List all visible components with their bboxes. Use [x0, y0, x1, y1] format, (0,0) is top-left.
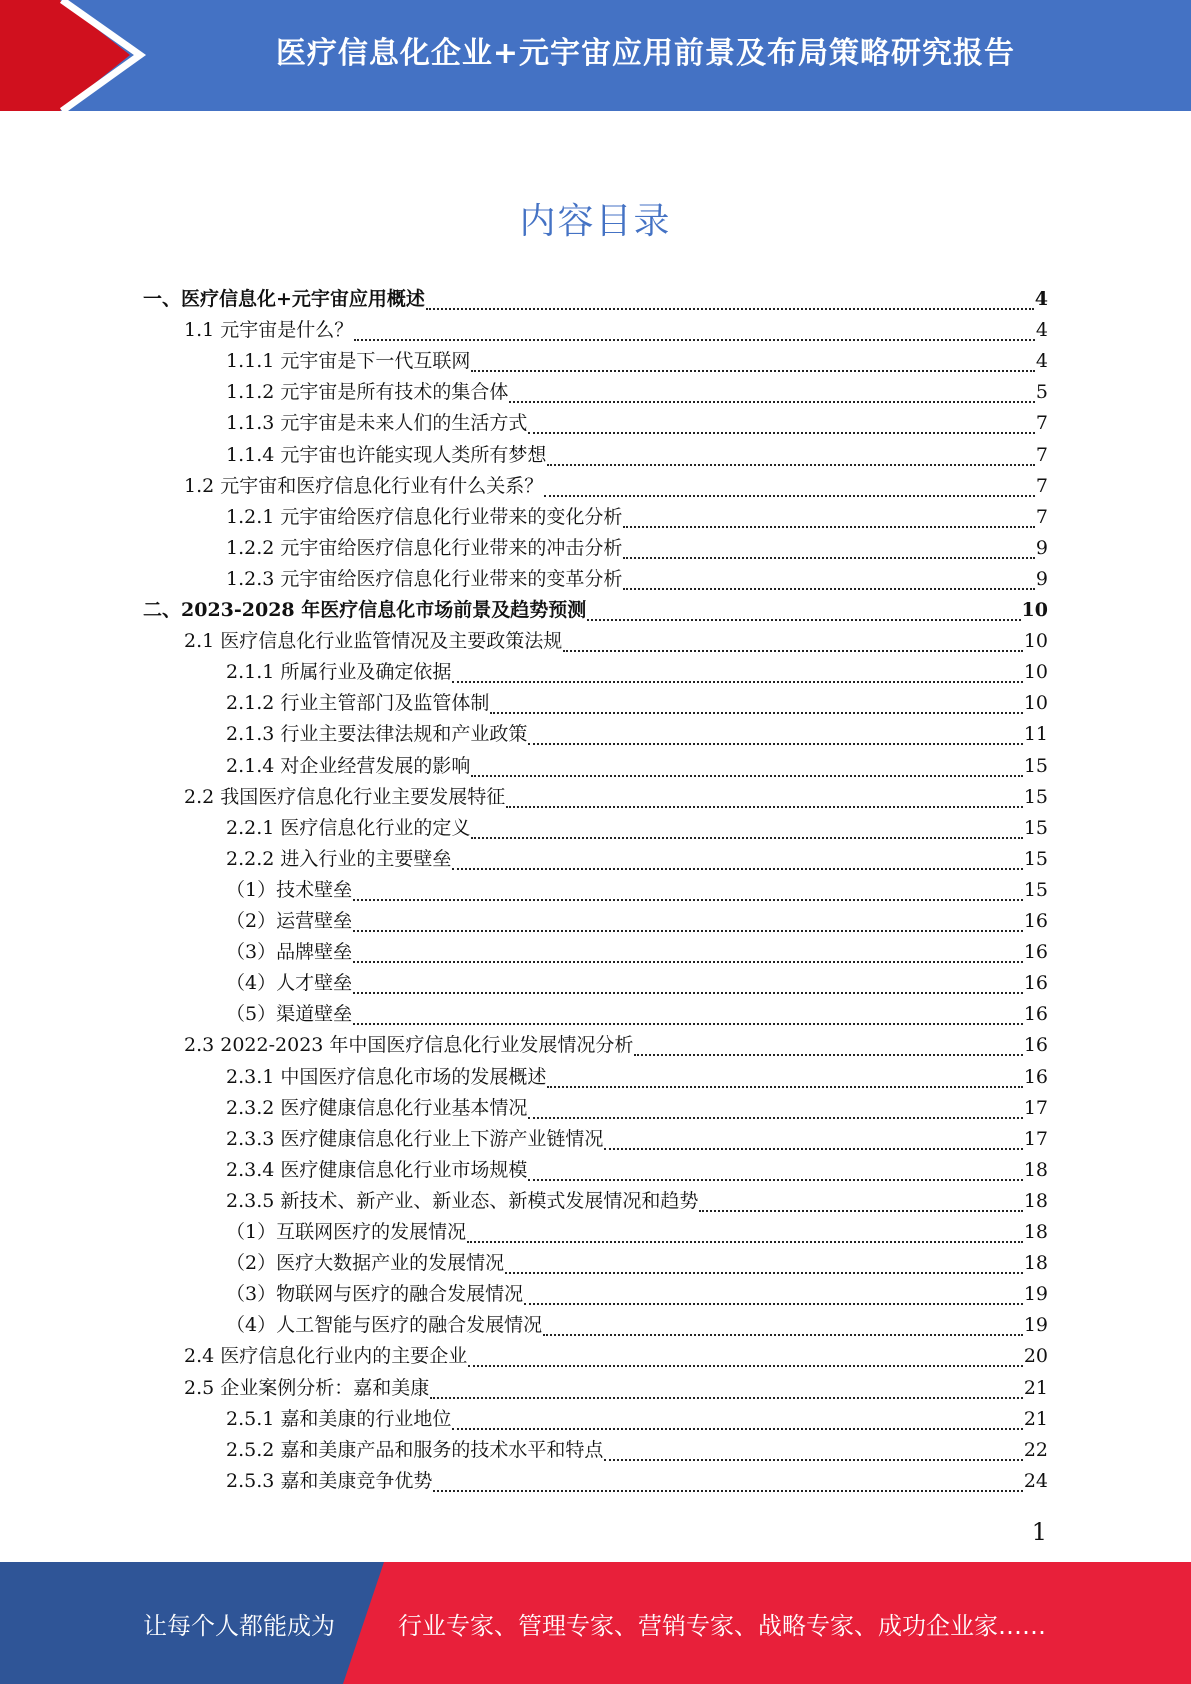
toc-entry-label: 1.1 元宇宙是什么？ [184, 319, 354, 341]
toc-dot-leader [505, 1271, 1023, 1274]
toc-entry-page: 21 [1023, 1377, 1048, 1399]
toc-entry[interactable] [226, 1124, 1048, 1155]
toc-dot-leader [353, 898, 1023, 901]
toc-entry[interactable] [226, 937, 1048, 968]
toc-entry[interactable] [143, 284, 1048, 315]
toc-entry-page: 16 [1023, 1003, 1048, 1025]
toc-dot-leader [468, 1364, 1023, 1367]
toc-entry-label: （5）渠道壁垒 [226, 1003, 353, 1025]
toc-entry-label: 2.2.1 医疗信息化行业的定义 [226, 817, 471, 839]
toc-dot-leader [354, 338, 1035, 341]
toc-entry-page: 10 [1023, 661, 1048, 683]
toc-dot-leader [467, 1240, 1023, 1243]
toc-entry[interactable] [184, 315, 1048, 346]
toc-entry[interactable] [184, 471, 1048, 502]
toc-entry-page: 7 [1035, 506, 1048, 528]
toc-entry-label: 2.3.4 医疗健康信息化行业市场规模 [226, 1159, 528, 1181]
toc-entry[interactable] [226, 657, 1048, 688]
toc-entry-label: 2.1.3 行业主要法律法规和产业政策 [226, 723, 528, 745]
toc-entry-page: 4 [1035, 319, 1048, 341]
toc-entry-page: 15 [1023, 848, 1048, 870]
toc-dot-leader [587, 618, 1020, 621]
toc-entry-page: 18 [1023, 1252, 1048, 1274]
toc-entry[interactable] [226, 844, 1048, 875]
toc-dot-leader [471, 369, 1035, 372]
toc-dot-leader [604, 1458, 1022, 1461]
toc-entry-label: 1.1.3 元宇宙是未来人们的生活方式 [226, 412, 528, 434]
toc-entry-label: （4）人工智能与医疗的融合发展情况 [226, 1314, 543, 1336]
footer-banner [0, 1562, 1191, 1684]
report-title: 医疗信息化企业+元宇宙应用前景及布局策略研究报告 [275, 36, 1016, 71]
toc-entry[interactable] [226, 1155, 1048, 1186]
toc-entry-label: 2.3 2022-2023 年中国医疗信息化行业发展情况分析 [184, 1034, 634, 1056]
toc-entry[interactable] [226, 1217, 1048, 1248]
toc-dot-leader [528, 742, 1022, 745]
toc-entry-page: 15 [1023, 786, 1048, 808]
toc-entry-label: 1.2 元宇宙和医疗信息化行业有什么关系？ [184, 475, 544, 497]
toc-dot-leader [353, 929, 1023, 932]
toc-entry[interactable] [226, 813, 1048, 844]
toc-entry[interactable] [226, 1093, 1048, 1124]
toc-entry[interactable] [226, 719, 1048, 750]
toc-entry[interactable] [226, 1404, 1048, 1435]
toc-dot-leader [506, 805, 1023, 808]
toc-entry-label: 2.3.3 医疗健康信息化行业上下游产业链情况 [226, 1128, 604, 1150]
toc-entry-label: 2.5.3 嘉和美康竞争优势 [226, 1470, 433, 1492]
toc-entry-page: 22 [1023, 1439, 1048, 1461]
toc-entry-label: 1.1.1 元宇宙是下一代互联网 [226, 350, 471, 372]
toc-entry[interactable] [226, 999, 1048, 1030]
toc-entry-label: 2.1 医疗信息化行业监管情况及主要政策法规 [184, 630, 563, 652]
toc-entry[interactable] [226, 377, 1048, 408]
toc-entry-page: 16 [1023, 941, 1048, 963]
toc-entry[interactable] [226, 1310, 1048, 1341]
toc-entry-label: 1.1.4 元宇宙也许能实现人类所有梦想 [226, 444, 547, 466]
toc-entry-label: （1）互联网医疗的发展情况 [226, 1221, 467, 1243]
toc-entry-label: （2）运营壁垒 [226, 910, 353, 932]
toc-entry-page: 18 [1023, 1190, 1048, 1212]
toc-entry-page: 10 [1023, 692, 1048, 714]
toc-dot-leader [604, 1147, 1022, 1150]
toc-entry[interactable] [184, 1341, 1048, 1372]
toc-dot-leader [528, 1178, 1022, 1181]
toc-entry-page: 10 [1021, 599, 1048, 621]
toc-entry-page: 10 [1023, 630, 1048, 652]
toc-entry-label: 2.4 医疗信息化行业内的主要企业 [184, 1345, 468, 1367]
toc-dot-leader [353, 991, 1023, 994]
toc-dot-leader [490, 711, 1022, 714]
toc-entry-page: 19 [1023, 1314, 1048, 1336]
toc-entry-label: 2.5 企业案例分析：嘉和美康 [184, 1377, 430, 1399]
toc-entry-page: 7 [1035, 412, 1048, 434]
toc-dot-leader [430, 1396, 1023, 1399]
toc-dot-leader [426, 307, 1034, 310]
toc-dot-leader [623, 525, 1035, 528]
toc-entry[interactable] [226, 1248, 1048, 1279]
toc-entry-label: 1.2.2 元宇宙给医疗信息化行业带来的冲击分析 [226, 537, 623, 559]
toc-entry-label: 2.3.1 中国医疗信息化市场的发展概述 [226, 1066, 547, 1088]
toc-entry-page: 4 [1035, 350, 1048, 372]
toc-entry[interactable] [226, 408, 1048, 439]
toc-entry-label: 1.2.3 元宇宙给医疗信息化行业带来的变革分析 [226, 568, 623, 590]
toc-dot-leader [563, 649, 1023, 652]
toc-entry-page: 15 [1023, 755, 1048, 777]
toc-dot-leader [353, 960, 1023, 963]
toc-entry[interactable] [226, 502, 1048, 533]
toc-dot-leader [452, 867, 1022, 870]
toc-entry-label: 1.2.1 元宇宙给医疗信息化行业带来的变化分析 [226, 506, 623, 528]
toc-entry-label: 2.5.2 嘉和美康产品和服务的技术水平和特点 [226, 1439, 604, 1461]
toc-entry[interactable] [226, 875, 1048, 906]
toc-entry-page: 16 [1023, 972, 1048, 994]
toc-entry[interactable] [184, 1030, 1048, 1061]
toc-entry[interactable] [226, 440, 1048, 471]
toc-entry-page: 20 [1023, 1345, 1048, 1367]
toc-entry-page: 5 [1035, 381, 1048, 403]
toc-entry-label: 2.2 我国医疗信息化行业主要发展特征 [184, 786, 506, 808]
toc-dot-leader [452, 1427, 1022, 1430]
toc-entry-label: 2.1.4 对企业经营发展的影响 [226, 755, 471, 777]
toc-entry-label: （3）物联网与医疗的融合发展情况 [226, 1283, 524, 1305]
toc-entry-label: 2.1.2 行业主管部门及监管体制 [226, 692, 490, 714]
toc-dot-leader [471, 836, 1022, 839]
toc-entry[interactable] [226, 1466, 1048, 1497]
toc-entry-page: 16 [1023, 910, 1048, 932]
toc-dot-leader [353, 1022, 1023, 1025]
toc-entry-label: 1.1.2 元宇宙是所有技术的集合体 [226, 381, 509, 403]
toc-dot-leader [452, 680, 1022, 683]
toc-entry[interactable] [184, 782, 1048, 813]
toc-entry[interactable] [226, 1186, 1048, 1217]
toc-entry[interactable] [184, 1373, 1048, 1404]
toc-entry-label: 2.3.5 新技术、新产业、新业态、新模式发展情况和趋势 [226, 1190, 699, 1212]
toc-entry[interactable] [143, 595, 1048, 626]
toc-dot-leader [471, 774, 1022, 777]
page-number: 1 [1031, 1518, 1047, 1546]
toc-entry-label: 2.1.1 所属行业及确定依据 [226, 661, 452, 683]
toc-dot-leader [699, 1209, 1022, 1212]
toc-entry-page: 7 [1035, 444, 1048, 466]
toc-entry-label: （2）医疗大数据产业的发展情况 [226, 1252, 505, 1274]
toc-entry-label: （3）品牌壁垒 [226, 941, 353, 963]
toc-entry[interactable] [226, 1062, 1048, 1093]
toc-dot-leader [543, 1333, 1023, 1336]
toc-entry-page: 9 [1035, 537, 1048, 559]
toc-entry-page: 16 [1023, 1066, 1048, 1088]
toc-dot-leader [509, 400, 1035, 403]
toc-entry-page: 17 [1023, 1128, 1048, 1150]
toc-entry-page: 19 [1023, 1283, 1048, 1305]
toc-entry-page: 24 [1023, 1470, 1048, 1492]
toc-entry-label: 一、医疗信息化+元宇宙应用概述 [143, 288, 425, 310]
toc-entry[interactable] [226, 751, 1048, 782]
toc-entry-page: 7 [1035, 475, 1048, 497]
toc-entry[interactable] [226, 1435, 1048, 1466]
toc-dot-leader [524, 1302, 1023, 1305]
toc-entry-page: 9 [1035, 568, 1048, 590]
toc-entry[interactable] [226, 968, 1048, 999]
toc-entry[interactable] [184, 626, 1048, 657]
toc-dot-leader [528, 431, 1035, 434]
toc-entry-page: 18 [1023, 1159, 1048, 1181]
toc-entry-label: （4）人才壁垒 [226, 972, 353, 994]
toc-entry[interactable] [226, 688, 1048, 719]
toc-entry-label: 2.3.2 医疗健康信息化行业基本情况 [226, 1097, 528, 1119]
toc-entry[interactable] [226, 533, 1048, 564]
toc-dot-leader [433, 1489, 1022, 1492]
toc-dot-leader [547, 1085, 1022, 1088]
toc-dot-leader [544, 494, 1035, 497]
toc-entry-page: 15 [1023, 879, 1048, 901]
toc-dot-leader [623, 587, 1035, 590]
header-banner [0, 0, 1191, 111]
toc-entry-page: 11 [1023, 723, 1048, 745]
toc-entry-label: （1）技术壁垒 [226, 879, 353, 901]
toc-entry-page: 17 [1023, 1097, 1048, 1119]
toc-heading: 内容目录 [519, 201, 672, 242]
toc-entry[interactable] [226, 346, 1048, 377]
toc-entry-page: 16 [1023, 1034, 1048, 1056]
toc-dot-leader [634, 1053, 1022, 1056]
footer-slogan-right: 行业专家、管理专家、营销专家、战略专家、成功企业家…… [398, 1611, 1046, 1640]
toc-entry-page: 18 [1023, 1221, 1048, 1243]
toc-entry[interactable] [226, 906, 1048, 937]
toc-entry-page: 21 [1023, 1408, 1048, 1430]
toc-dot-leader [623, 556, 1035, 559]
toc-entry-label: 2.2.2 进入行业的主要壁垒 [226, 848, 452, 870]
toc-dot-leader [528, 1116, 1022, 1119]
toc-entry-label: 2.5.1 嘉和美康的行业地位 [226, 1408, 452, 1430]
footer-slogan-left: 让每个人都能成为 [143, 1611, 335, 1640]
toc-entry-page: 15 [1023, 817, 1048, 839]
toc-entry-label: 二、2023-2028 年医疗信息化市场前景及趋势预测 [143, 599, 587, 621]
header-arrow-icon [0, 0, 160, 111]
toc-dot-leader [547, 463, 1035, 466]
toc-entry[interactable] [226, 564, 1048, 595]
toc-entry[interactable] [226, 1279, 1048, 1310]
toc-entry-page: 4 [1034, 288, 1048, 310]
